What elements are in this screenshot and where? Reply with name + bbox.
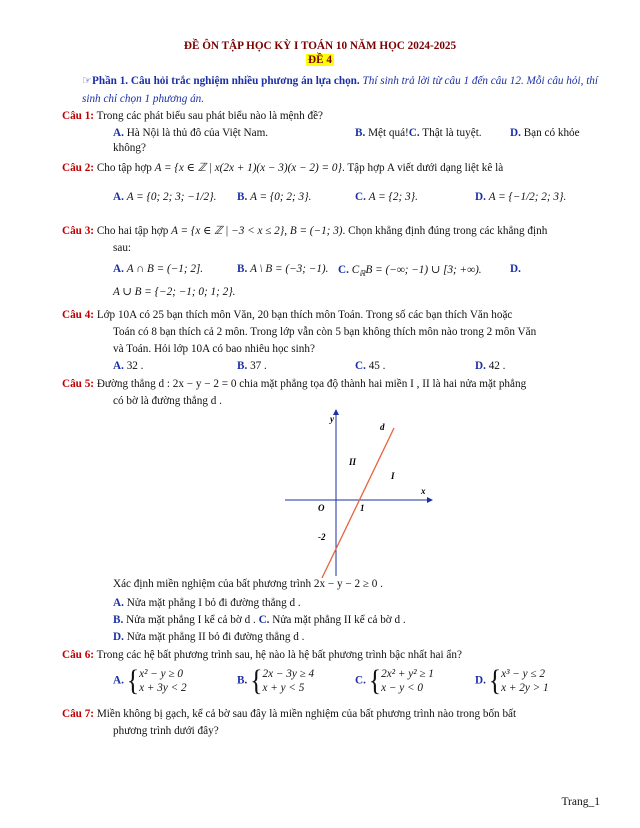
q5-option-a — [113, 597, 301, 609]
q1-option-b — [355, 127, 482, 139]
option-text: B = (−∞; −1) ∪ [3; +∞). — [365, 264, 482, 276]
question-1 — [62, 110, 323, 122]
question-2-text-end: . Tập hợp A viết dưới dạng liệt kê là — [341, 162, 504, 174]
question-7-text: Miền không bị gạch, kể cả bờ sau đây là miền nghiệm của bất phương trình nào trong bốn bất — [96, 708, 517, 720]
q6-option-b — [237, 663, 315, 698]
option-label: A. — [113, 191, 124, 203]
option-text: A \ B = (−3; −1). — [250, 263, 329, 275]
option-label: C. — [355, 360, 366, 372]
q2-option-c — [355, 191, 418, 203]
question-5-ask: Xác định miền nghiệm của bất phương trình 2x − y − 2 ≥ 0 . — [113, 578, 383, 590]
system-line: 2x² + y² ≥ 1 — [381, 668, 434, 680]
option-label: D. — [475, 360, 486, 372]
option-label: C. — [355, 674, 366, 687]
option-label: A. — [113, 360, 124, 372]
question-2-label: Câu 2: — [62, 162, 95, 174]
region-ii-label: II — [349, 457, 357, 467]
question-1-label: Câu 1: — [62, 110, 95, 122]
question-5 — [62, 378, 526, 390]
q3-option-b — [237, 263, 328, 275]
question-3-cont: sau: — [113, 242, 132, 254]
system-line: x + 3y < 2 — [139, 682, 187, 694]
question-6-label: Câu 6: — [62, 649, 95, 661]
brace-glyph: { — [488, 663, 502, 698]
option-text: C — [351, 264, 360, 276]
option-text: Mệt quá! — [368, 127, 409, 139]
question-3-text-end: . Chọn khẳng định đúng trong các khẳng định — [342, 225, 548, 237]
line-d-label: d — [380, 422, 385, 432]
option-text: A = {0; 2; 3}. — [250, 191, 312, 203]
option-label: D. — [113, 631, 124, 643]
part1-note: Thí sinh trả lời từ câu 1 đến câu 12. Mỗi câu hỏi, thí sinh chỉ chọn 1 phương án. — [82, 75, 599, 105]
question-6 — [62, 649, 462, 661]
question-7-label: Câu 7: — [62, 708, 95, 720]
q4-option-d — [475, 360, 505, 372]
brace-glyph: { — [126, 663, 140, 698]
q4-option-b — [237, 360, 267, 372]
q4-option-a — [113, 360, 143, 372]
option-text: Nửa mặt phẳng I bỏ đi đường thẳng d . — [126, 597, 301, 609]
q1-option-d-cont: không? — [113, 142, 146, 154]
option-text: 37 . — [250, 360, 267, 372]
option-text: A = {0; 2; 3; −1/2}. — [126, 191, 217, 203]
part1-heading — [82, 72, 602, 108]
q6-option-a — [113, 663, 187, 698]
page-number: Trang_1 — [561, 796, 600, 808]
question-4-label: Câu 4: — [62, 309, 95, 321]
q1-option-d — [510, 127, 580, 139]
q1-option-a — [113, 127, 268, 139]
option-label: C. — [338, 264, 349, 276]
x-axis-label: x — [421, 486, 426, 496]
option-label: A. — [113, 263, 124, 275]
option-label: C. — [408, 127, 420, 139]
x-tick-1: 1 — [360, 503, 365, 513]
option-label: A. — [113, 127, 124, 139]
q4-option-c — [355, 360, 385, 372]
coordinate-graph — [280, 408, 440, 578]
question-6-text: Trong các hệ bất phương trình sau, hệ nào là hệ bất phương trình bậc nhất hai ẩn? — [96, 649, 462, 661]
question-5-text: Đường thẳng d : 2x − y − 2 = 0 chia mặt phẳng tọa độ thành hai miền I , II là hai nửa mặt phẳng — [96, 378, 527, 390]
q2-option-d — [475, 191, 566, 203]
y-axis-label: y — [330, 414, 334, 424]
question-3-text: Cho hai tập hợp — [96, 225, 169, 237]
system-b — [263, 667, 315, 695]
option-label: B. — [355, 127, 366, 139]
q6-option-d — [475, 663, 549, 698]
question-5-label: Câu 5: — [62, 378, 95, 390]
exam-title: ĐỀ ÔN TẬP HỌC KỲ I TOÁN 10 NĂM HỌC 2024-2025 — [183, 40, 457, 52]
question-2-text: Cho tập hợp — [96, 162, 152, 174]
option-text: Thật là tuyệt. — [422, 127, 482, 139]
option-text: A ∪ B = {−2; −1; 0; 1; 2}. — [113, 286, 236, 298]
option-label: D. — [475, 191, 486, 203]
option-text: A = {2; 3}. — [368, 191, 418, 203]
question-2-set: A = {x ∈ ℤ | x(2x + 1)(x − 3)(x − 2) = 0} — [154, 162, 342, 174]
region-i-label: I — [391, 471, 395, 481]
brace-glyph: { — [250, 663, 263, 698]
q3-option-a — [113, 263, 203, 275]
question-1-text: Trong các phát biểu sau phát biểu nào là mệnh đề? — [96, 110, 324, 122]
option-label: B. — [237, 263, 248, 275]
q3-option-c: C. $C_ℝB$ = (−∞; −1) ∪ [3; +∞). — [338, 264, 482, 279]
q5-option-b — [113, 614, 406, 626]
system-c — [381, 667, 434, 695]
brace-glyph: { — [368, 663, 382, 698]
option-text: Bạn có khỏe — [523, 127, 580, 139]
option-text: 42 . — [488, 360, 506, 372]
option-text: 32 . — [126, 360, 144, 372]
exam-number-label: ĐỀ 4 — [308, 54, 332, 66]
q2-option-a — [113, 191, 216, 203]
question-7-line2: phương trình dưới đây? — [113, 725, 219, 737]
option-text: Hà Nội là thủ đô của Việt Nam. — [126, 127, 269, 139]
option-label: B. — [237, 674, 248, 687]
q2-option-b — [237, 191, 311, 203]
question-2 — [62, 161, 503, 174]
option-text: Nửa mặt phẳng I kể cả bờ d . — [126, 614, 256, 626]
part1-title: Phần 1. Câu hỏi trắc nghiệm nhiều phương án lựa chọn. — [92, 75, 360, 87]
q3-option-d-text — [113, 285, 235, 298]
option-label: B. — [237, 191, 248, 203]
system-line: x − y < 0 — [381, 682, 423, 694]
option-text: Nửa mặt phẳng II bỏ đi đường thẳng d . — [126, 631, 305, 643]
option-label: B. — [237, 360, 248, 372]
q5-option-d — [113, 631, 304, 643]
question-3-label: Câu 3: — [62, 225, 95, 237]
option-label: A. — [113, 674, 124, 687]
question-3-sets: A = {x ∈ ℤ | −3 < x ≤ 2}, B = (−1; 3) — [171, 225, 343, 237]
option-label: C. — [258, 614, 270, 626]
option-label: C. — [355, 191, 366, 203]
option-label: D. — [475, 674, 486, 687]
question-4 — [62, 309, 512, 321]
system-a — [139, 667, 186, 695]
option-label: A. — [113, 597, 124, 609]
q6-option-c — [355, 663, 434, 698]
question-7 — [62, 708, 516, 720]
option-text: A = {−1/2; 2; 3}. — [488, 191, 567, 203]
question-4-line3: và Toán. Hỏi lớp 10A có bao nhiêu học sinh? — [113, 343, 315, 355]
origin-label: O — [318, 503, 325, 513]
option-text: A ∩ B = (−1; 2]. — [126, 263, 204, 275]
option-text: 45 . — [368, 360, 386, 372]
system-d — [501, 667, 548, 695]
system-line: x² − y ≥ 0 — [139, 668, 183, 680]
question-5-line2: có bờ là đường thẳng d . — [113, 395, 222, 407]
system-line: 2x − 3y ≥ 4 — [262, 668, 315, 680]
pointing-hand-icon: ☞ — [82, 75, 93, 87]
q3-option-d — [510, 263, 521, 275]
system-line: x³ − y ≤ 2 — [501, 668, 545, 680]
system-line: x + 2y > 1 — [501, 682, 549, 694]
y-tick-minus-2: -2 — [318, 532, 326, 542]
option-label: D. — [510, 127, 521, 139]
option-label: D. — [510, 263, 521, 275]
question-3 — [62, 224, 547, 237]
system-line: x + y < 5 — [262, 682, 305, 694]
option-label: B. — [113, 614, 124, 626]
line-d — [322, 428, 394, 578]
question-4-text: Lớp 10A có 25 bạn thích môn Văn, 20 bạn thích môn Toán. Trong số các bạn thích Văn hoặc — [96, 309, 513, 321]
exam-number — [0, 54, 640, 66]
question-4-line2: Toán có 8 bạn thích cả 2 môn. Trong lớp vẫn còn 5 bạn không thích môn nào trong 2 môn Văn — [113, 326, 537, 338]
option-text: Nửa mặt phẳng II kể cả bờ d . — [272, 614, 406, 626]
